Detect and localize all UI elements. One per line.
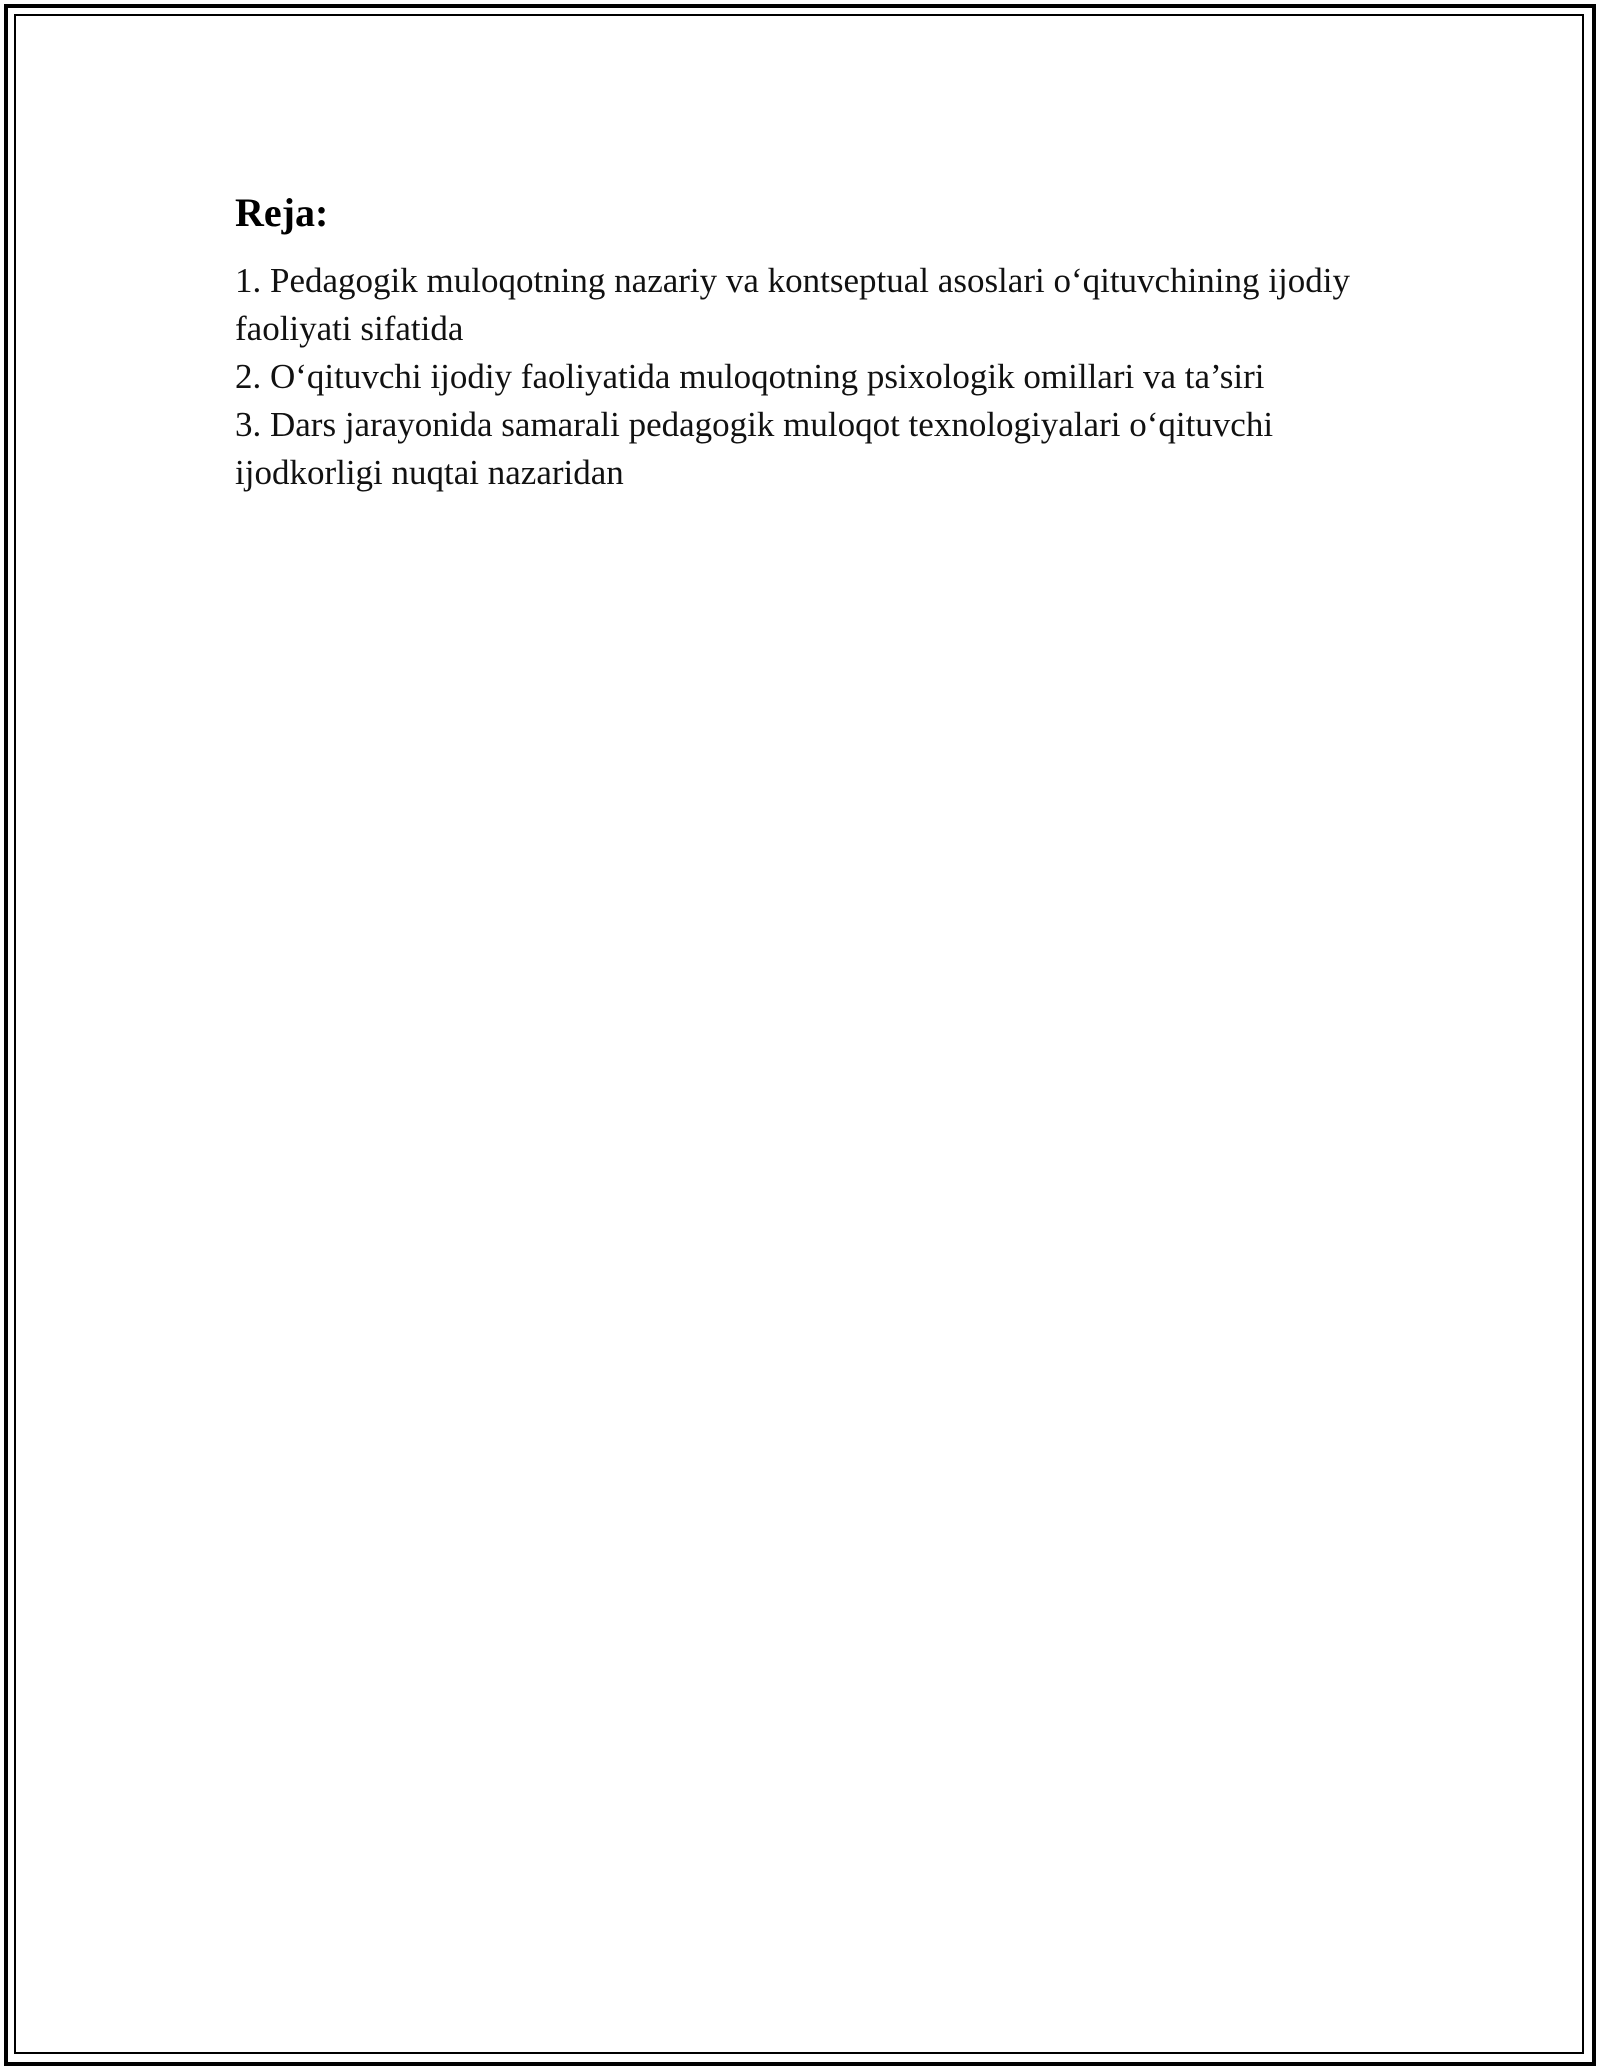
page-content xyxy=(235,185,1355,497)
plan-item-3: 3. Dars jarayonida samarali pedagogik muloqot texnologiyalari o‘qituvchi ijodkorligi nuqtai nazaridan xyxy=(235,405,1274,492)
plan-list xyxy=(235,257,1355,497)
plan-heading: Reja: xyxy=(235,190,329,235)
plan-item-2: 2. O‘qituvchi ijodiy faoliyatida muloqotning psixologik omillari va ta’siri xyxy=(235,357,1265,396)
plan-item-1: 1. Pedagogik muloqotning nazariy va kontseptual asoslari o‘qituvchining ijodiy faoliyati sifatida xyxy=(235,261,1350,348)
